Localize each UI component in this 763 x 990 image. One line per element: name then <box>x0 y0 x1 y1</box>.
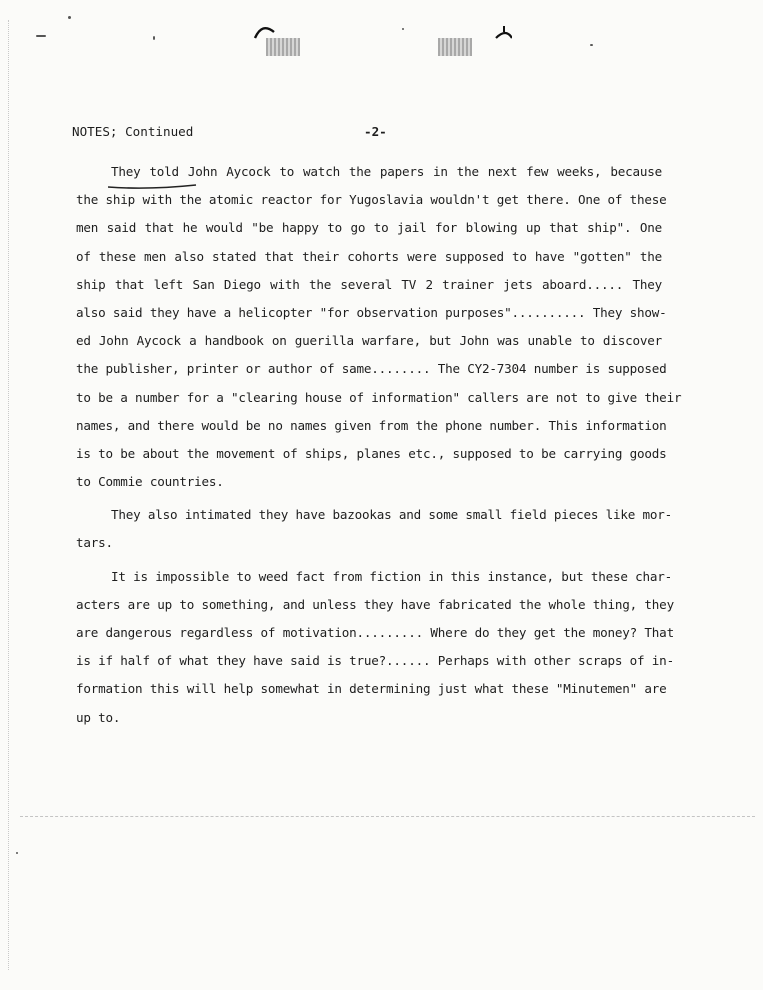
text-line: men said that he would "be happy to go to jail for blowing up that ship". One <box>76 220 662 236</box>
speck <box>68 16 71 19</box>
text-line: up to. <box>76 709 121 725</box>
page-number: -2- <box>364 124 387 139</box>
text-line: is if half of what they have said is true?...... Perhaps with other scraps of in- <box>76 653 674 669</box>
text-line: formation this will help somewhat in determining just what these "Minutemen" are <box>76 681 667 697</box>
text-line: the publisher, printer or author of same........ The CY2-7304 number is supposed <box>76 361 667 377</box>
speck <box>590 44 593 46</box>
text-line: It is impossible to weed fact from fiction in this instance, but these char- <box>111 568 673 584</box>
speck <box>16 852 18 854</box>
left-margin-dots <box>8 20 10 970</box>
notes-heading: NOTES; Continued <box>72 124 194 139</box>
text-line: ed John Aycock a handbook on guerilla warfare, but John was unable to discover <box>76 333 662 349</box>
text-line: is to be about the movement of ships, planes etc., supposed to be carrying goods <box>76 445 667 461</box>
speck <box>36 35 46 37</box>
text-line: to be a number for a "clearing house of information" callers are not to give their <box>76 389 682 405</box>
speck <box>402 28 404 30</box>
scan-punch-mark-left <box>266 28 300 58</box>
text-line: the ship with the atomic reactor for Yugoslavia wouldn't get there. One of these <box>76 192 667 208</box>
text-line: are dangerous regardless of motivation......... Where do they get the money? That <box>76 625 674 640</box>
paragraph-3 <box>76 568 674 738</box>
paragraph-1 <box>76 164 682 502</box>
text-line: to Commie countries. <box>76 474 224 490</box>
text-line: acters are up to something, and unless they have fabricated the whole thing, they <box>76 596 674 612</box>
text-line: tars. <box>76 535 113 551</box>
page-header <box>72 124 672 142</box>
memo-body <box>76 164 682 738</box>
scan-fold-line <box>20 816 755 817</box>
text-line: They also intimated they have bazookas and some small field pieces like mor- <box>111 507 673 523</box>
text-line: also said they have a helicopter "for observation purposes".......... They show- <box>76 304 667 320</box>
text-line: They told John Aycock to watch the papers in the next few weeks, because <box>111 164 662 179</box>
arc-icon <box>472 24 512 48</box>
text-line: ship that left San Diego with the several TV 2 trainer jets aboard..... They <box>76 276 662 292</box>
text-line: names, and there would be no names given from the phone number. This information <box>76 417 667 433</box>
speck <box>153 36 155 40</box>
paragraph-2 <box>76 507 673 563</box>
scan-punch-mark-right <box>438 28 472 58</box>
text-line: of these men also stated that their cohorts were supposed to have "gotten" the <box>76 248 662 264</box>
